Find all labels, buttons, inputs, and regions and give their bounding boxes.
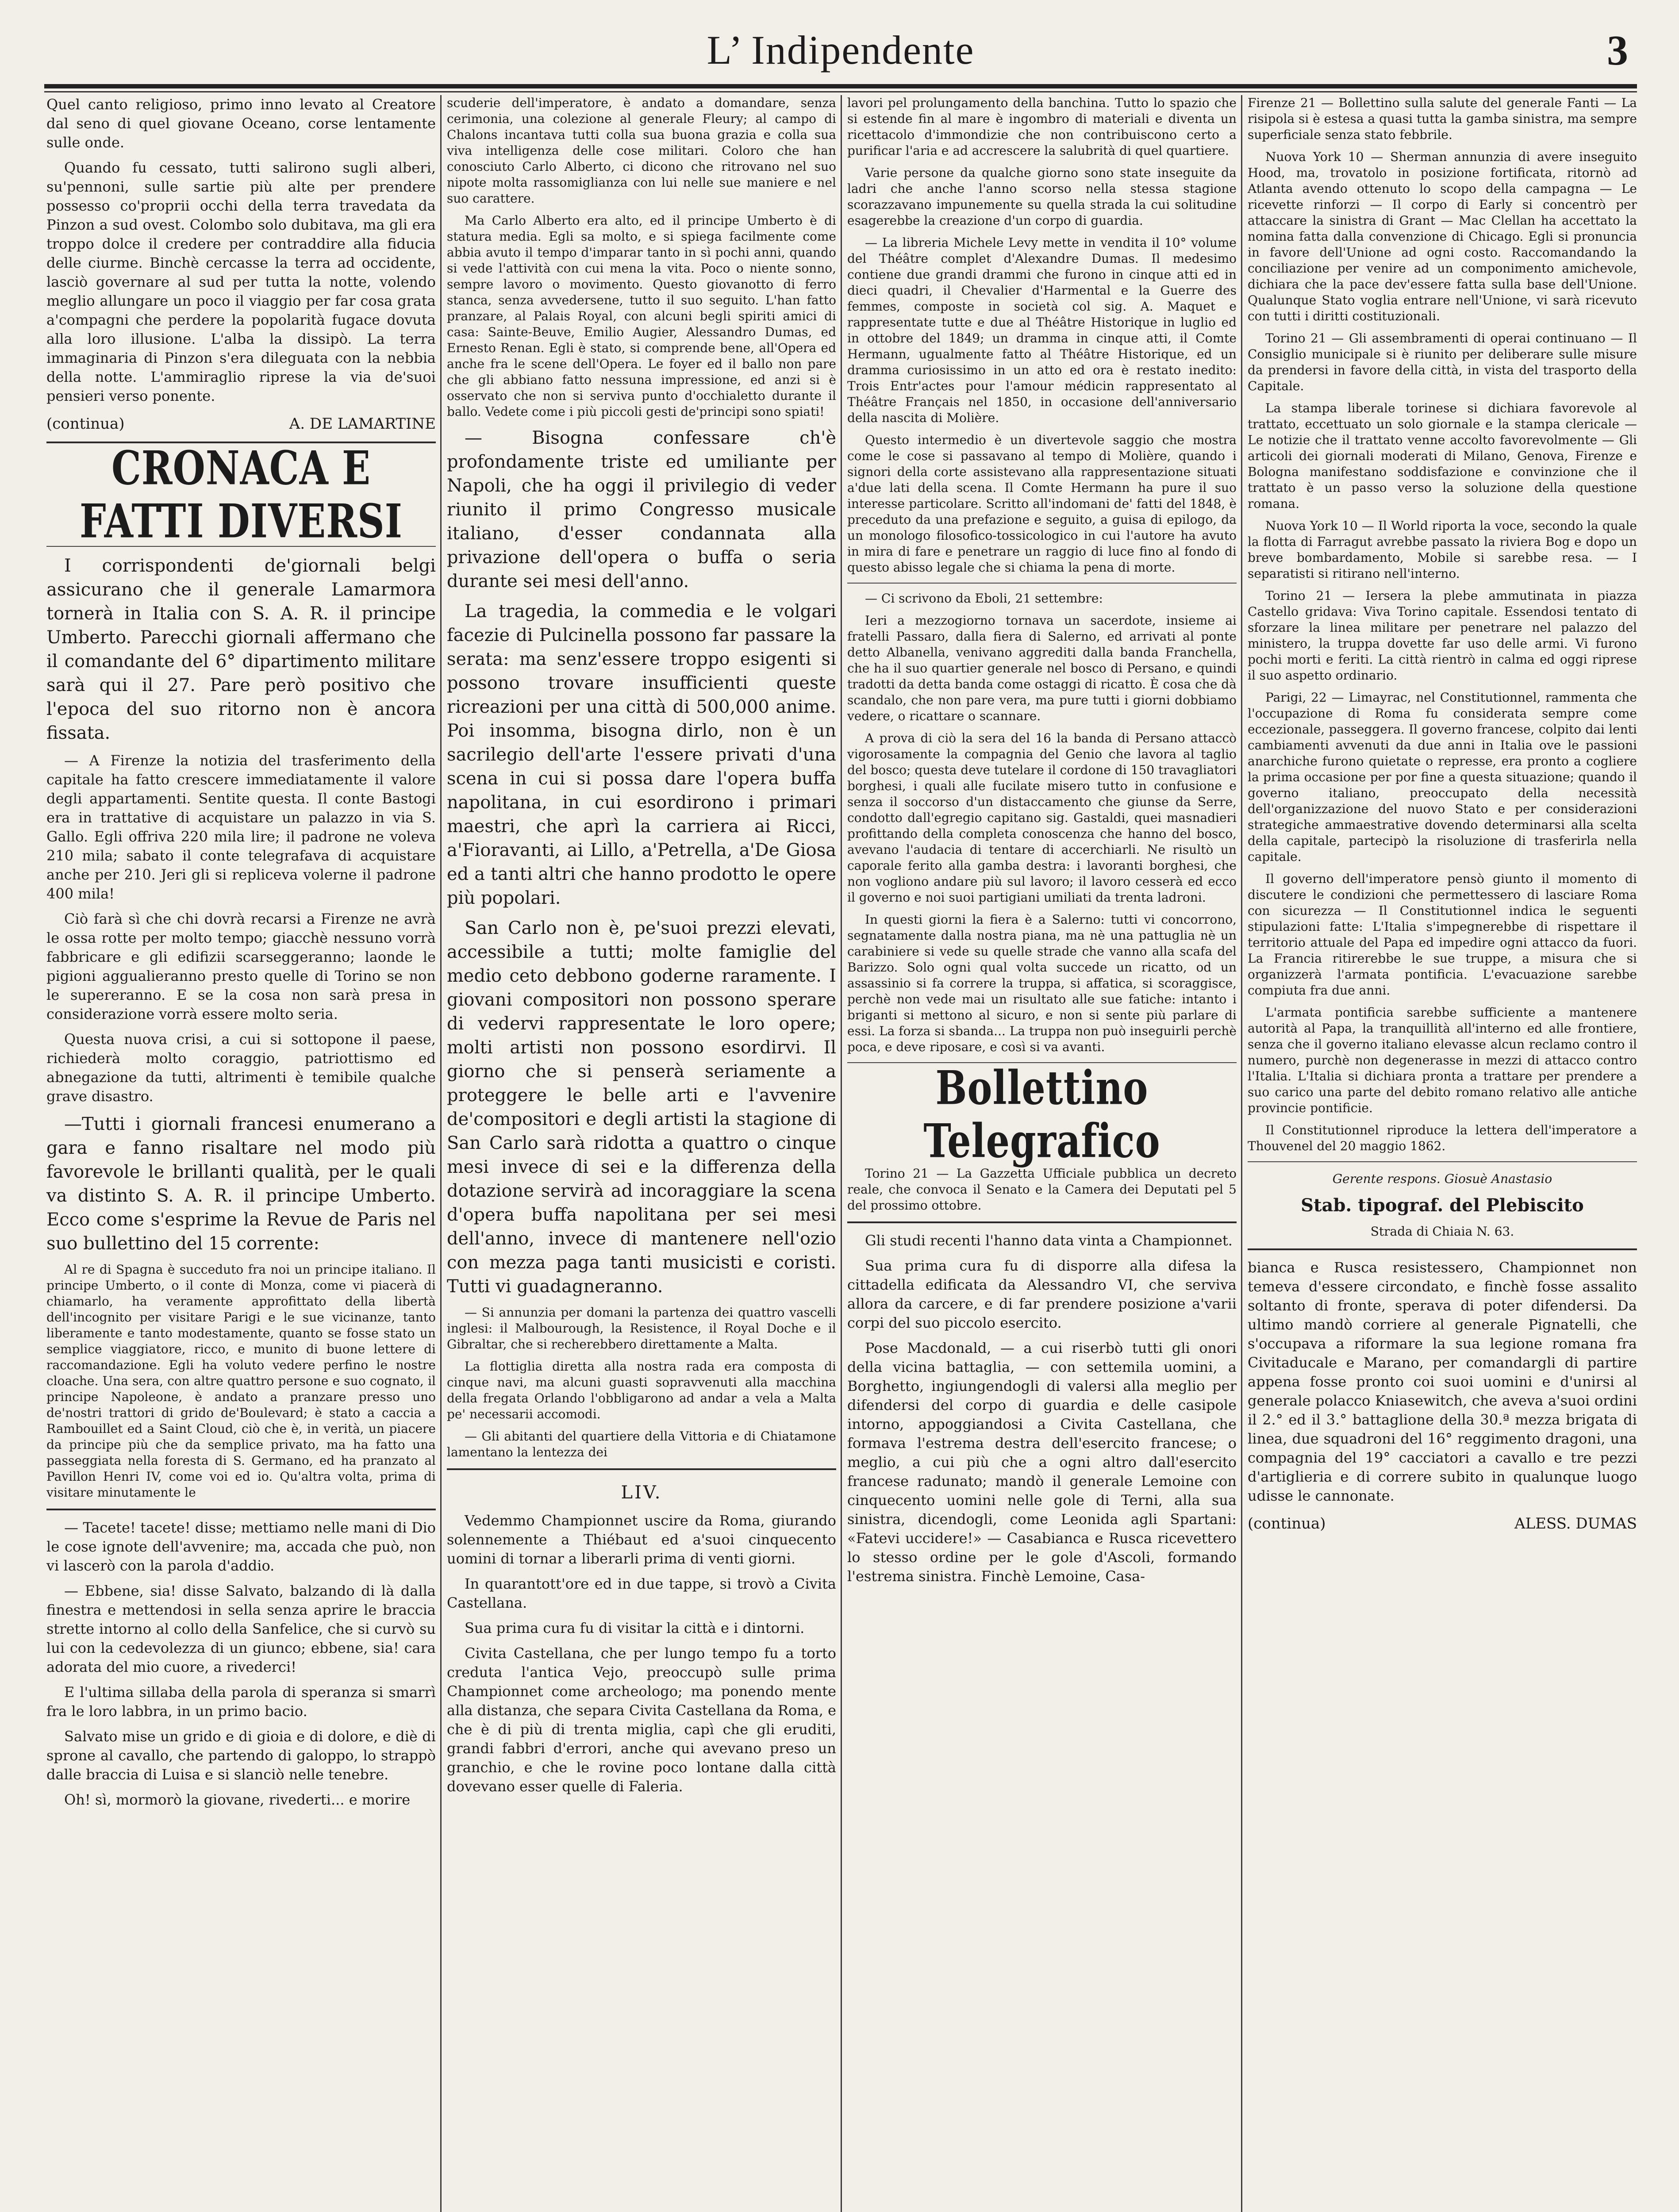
signature-line <box>1248 1514 1637 1533</box>
masthead <box>44 18 1637 93</box>
feuilleton-paragraph: Vedemmo Championnet uscire da Roma, giurando solennemente a Thiébaut ed a'suoi cinquecento uomini di tornar a liberarli prima di venti giorni. <box>447 1512 836 1567</box>
author-name: ALESS. DUMAS <box>1514 1515 1637 1532</box>
telegraph-item: La stampa liberale torinese si dichiara favorevole al trattato, eccettuato un solo giornale e la stampa clericale — Le notizie che il trattato venne accolto favorevolmente — Gli articoli dei giornali moderati di Milano, Genova, Firenze e Bologna manifestano soddisfazione e convinzione che il trattato è un passo verso la soluzione della questione romana. <box>1248 401 1637 511</box>
telegraph-item: Il governo dell'imperatore pensò giunto il momento di discutere le condizioni che permettessero di lasciare Roma con sicurezza — Il Constitutionnel indica le seguenti stipulazioni fatte: L'Italia s'impegnerebbe di rispettare il territorio attuale del Papa ed impedire ogni attacco da fuori. La Francia ritirerebbe le sue truppe, a misura che si organizzerà l'armata pontificia. L'evacuazione sarebbe compiuta fra due anni. <box>1248 872 1637 998</box>
author-name: A. DE LAMARTINE <box>289 415 436 433</box>
feuilleton-paragraph: Pose Macdonald, — a cui riserbò tutti gli onori della vicina battaglia, — con settemila uomini, a Borghetto, ingiungendogli di valersi alla meglio per difendersi del corpo di guardia e delle casipole intorno, appoggiandosi a Civita Castellana, che formava l'estrema destra dell'esercito francese; o meglio, a cui più che a ogni altro dall'esercito francese radunato; mandò il generale Lemoine con cinquecento uomini nelle gole di Terni, alla sua sinistra, dicendogli, come Leonida agli Spartani: «Fatevi uccidere!» — Casabianca e Rusca ricevettero lo stesso ordine per le gole d'Ascoli, formando l'estrema sinistra. Finchè Lemoine, Casa- <box>847 1340 1237 1585</box>
feuilleton-rule <box>46 1509 436 1510</box>
column-divider <box>841 95 842 2212</box>
continua-note: (continua) <box>46 415 125 433</box>
feuilleton-paragraph: Salvato mise un grido e di gioia e di dolore, e diè di sprone al cavallo, che partendo di galoppo, lo strappò dalle braccia di Luisa e si slanciò nelle tenebre. <box>46 1728 436 1783</box>
news-paragraph: In questi giorni la fiera è a Salerno: tutti vi concorrono, segnatamente dalla nostra piana, ma nè una pattuglia nè un carabiniere si vede su quelle strade che vanno alla scafa del Barizzo. Solo ogni qual volta succede un ricatto, od un assassinio si fa correre la truppa, si affatica, si scoraggisce, perchè non vede mai un risultato alle sue fatiche: intanto i briganti si mettono al sicuro, e non si sente più parlare di essi. La forza si sbanda... La truppa non può inseguirli perchè poca, e deve riposare, e così si va avanti. <box>847 912 1237 1054</box>
telegraph-heading: Bollettino Telegrafico <box>923 1060 1160 1168</box>
telegraph-item: Torino 21 — Iersera la plebe ammutinata in piazza Castello gridava: Viva Torino capitale. Essendosi tentato di sforzare la linea militare per penetrare nel palazzo del ministero, la truppa dovette far uso delle armi. Vi furono pochi morti e feriti. La città rientrò in calma ed oggi riprese il suo aspetto ordinario. <box>1248 588 1637 683</box>
telegraph-item: Parigi, 22 — Limayrac, nel Constitutionnel, rammenta che l'occupazione di Roma fu considerata sempre come eccezionale, passeggera. Il governo francese, colpito dai lenti cambiamenti avvenuti da due anni in Italia ove le passioni anarchiche furono quietate o represse, era pronto a cogliere la prima occasione per por fine a questa situazione; quando il governo italiano, preoccupato della necessità dell'organizzazione del nuovo Stato e per considerazioni strategiche ammaestrative dovendo determinarsi alla scelta della capitale, partecipò la risoluzione di trasferirla nella capitale. <box>1248 690 1637 864</box>
column-divider <box>1241 95 1242 2212</box>
section-heading: CRONACA E FATTI DIVERSI <box>80 440 403 549</box>
printer-address: Strada di Chiaia N. 63. <box>1370 1224 1514 1239</box>
column-4 <box>1248 95 1637 1538</box>
telegraph-item: L'armata pontificia sarebbe sufficiente a mantenere autorità al Papa, la tranquillità all'interno ed alle frontiere, senza che il governo italiano elevasse alcun reclamo contro il numero, purchè non degenerasse in mezzi di attacco contro l'Italia. L'Italia si dichiara pronta a trattare per prendere a suo carico una parte del debito romano relativo alle antiche provincie pontificie. <box>1248 1005 1637 1115</box>
news-paragraph: Ieri a mezzogiorno tornava un sacerdote, insieme ai fratelli Passaro, dalla fiera di Salerno, ed arrivati al ponte detto Albanella, venivano aggrediti dalla banda Franchella, che ha il suo quartier generale nel bosco di Persano, e quindi tradotti da detta banda come ostaggi di ricatto. È cosa che dà scandalo, che non pare vera, ma pure tutti i giorni dobbiamo vedere, o ricattare o scannare. <box>847 613 1237 723</box>
feuilleton-paragraph: Quel canto religioso, primo inno levato al Creatore dal seno di quel giovane Oceano, corse lentamente sulle onde. <box>46 96 436 151</box>
imprint-rule <box>1248 1161 1637 1162</box>
news-paragraph: A prova di ciò la sera del 16 la banda di Persano attaccò vigorosamente la compagnia del Genio che lavora al taglio del bosco; questa deve tutelare il cordone di 150 travagliatori borghesi, i quali alle fucilate misero tutto in confusione e senza il soccorso d'un distaccamento che giunse da Serre, condotto dall'egregio capitano sig. Gastaldi, quei masnadieri profittando della completa conoscenza che hanno del bosco, avevano l'audacia di tentare di accerchiarli. Ne risultò un caporale ferito alla gamba destra: i lavoranti borghesi, che non vogliono andare più sul lavoro; il lavoro cesserà ed ecco il governo e noi suoi partigiani umiliati da trenta ladroni. <box>847 731 1237 905</box>
news-paragraph: I corrispondenti de'giornali belgi assicurano che il generale Lamarmora tornerà in Italia con S. A. R. il principe Umberto. Parecchi giornali affermano che il comandante del 6° dipartimento militare sarà qui il 27. Pare però positivo che l'epoca del suo ritorno non è ancora fissata. <box>46 556 436 743</box>
feuilleton-paragraph: Oh! sì, mormorò la giovane, rivederti... e morire <box>64 1791 411 1808</box>
news-paragraph: Ma Carlo Alberto era alto, ed il principe Umberto è di statura media. Egli sa molto, e si spiega facilmente come abbia avuto il tempo d'imparar tanto in sì pochi anni, quando si vede l'attività con cui mena la vita. Poco o niente sonno, sempre lavoro o movimento. Questo giovanotto di ferro stanca, senza avvedersene, tutto il suo seguito. L'han fatto pranzare, al Palais Royal, con alcuni begli spiriti amici di casa: Sainte-Beuve, Emilio Augier, Alessandro Dumas, ed Ernesto Renan. Egli è stato, si comprende bene, all'Opera ed anche fra le scene dell'Opera. Le foyer ed il ballo non pare che gli abbiano fatto nessuna impressione, ed anzi si è osservato che non si serviva punto d'occhialetto durante il ballo. Vedete come i più piccoli gesti de'principi sono spiati! <box>447 213 836 419</box>
feuilleton-paragraph: Quando fu cessato, tutti salirono sugli alberi, su'pennoni, sulle sartie più alte per prendere possesso co'proprii occhi della terra travedata da Pinzon a sud ovest. Colombo solo dubitava, ma gli era troppo dolce il credere per contraddire alla fiducia delle ciurme. Binchè cercasse la terra ad occidente, lasciò governare al sud per tutta la notte, volendo meglio allungare un poco il viaggio per far cosa grata a'compagni che perdere la popolarità fugace dovuta alla loro illusione. L'alba la dissipò. La terra immaginaria di Pinzon s'era dileguata con la nebbia della notte. L'ammiraglio riprese la via de'suoi pensieri verso ponente. <box>46 159 436 404</box>
news-paragraph: San Carlo non è, pe'suoi prezzi elevati, accessibile a tutti; molte famiglie del medio ceto debbono goderne raramente. I giovani compositori non possono sperare di vedervi rappresentate le loro opere; molti artisti non possono esordirvi. Il giorno che si penserà seriamente a proteggere le belle arti e l'avvenire de'compositori e degli artisti la stagione di San Carlo sarà ridotta a quattro o cinque mesi invece di sei e la differenza della dotazione servirà ad incoraggiare la scena d'opera buffa napolitana per sei mesi dell'anno, invece di mantenere nell'ozio con mezza paga tanti musicisti e coristi. Tutti vi guadagneranno. <box>447 918 836 1297</box>
feuilleton-rule <box>1248 1248 1637 1250</box>
news-paragraph: scuderie dell'imperatore, è andato a domandare, senza cerimonia, una colezione al generale Fleury; al campo di Chalons incantava tutti colla sua buona grazia e colla sua viva intelligenza delle cose militari. Coloro che han conosciuto Carlo Alberto, ci dicono che ritrovano nel suo nipote molta rassomiglianza con lui nelle sue maniere e nel suo carattere. <box>447 96 836 206</box>
news-paragraph: — Ci scrivono da Eboli, 21 settembre: <box>865 591 1103 606</box>
column-divider <box>440 95 442 2212</box>
telegraph-item: Firenze 21 — Bollettino sulla salute del generale Fanti — La risipola si è estesa a quasi tutta la gamba sinistra, ma sempre superficiale senza stato febbrile. <box>1248 96 1637 142</box>
feuilleton-paragraph: — Ebbene, sia! disse Salvato, balzando di là dalla finestra e mettendosi in sella senza aprire le braccia strette intorno al collo della Sanfelice, che si curvò su lui con la cedevolezza di un giunco; ebbene, sia! cara adorata del mio cuore, a rivederci! <box>46 1582 436 1675</box>
feuilleton-rule <box>447 1468 836 1470</box>
news-quote: Al re di Spagna è succeduto fra noi un principe italiano. Il principe Umberto, o il conte di Monza, come vi piacerà di chiamarlo, ha veramente approfittato della libertà dell'incognito per visitare Parigi e le sue vicinanze, tanto liberamente e tanto modestamente, quanto se fosse stato un semplice viaggiatore, ricco, e munito di buone lettere di raccomandazione. Egli ha voluto vedere perfino le nostre cloache. Una sera, con altre quattro persone e suo cognato, il principe Napoleone, è andato a pranzare presso uno de'nostri trattori di grido de'Boulevard; è stato a caccia a Rambouillet ed a Saint Cloud, ciò che è, in verità, un piacere da principe più che da semplice privato, ma ha fatto una passeggiata nella foresta di S. Germano, ed ha pranzato al Pavillon Henri IV, come voi ed io. Qu'altra volta, prima di visitare minutamente le <box>46 1262 436 1500</box>
news-paragraph: Ciò farà sì che chi dovrà recarsi a Firenze ne avrà le ossa rotte per molto tempo; giacchè nessuno vorrà fabbricare e gli edifizii scarseggeranno; laonde le pigioni aggualieranno presto quelle di Torino se non le supereranno. E se la cosa non sarà presa in considerazione vorrà essere molto seria. <box>46 910 436 1022</box>
telegraph-item: Il Constitutionnel riproduce la lettera dell'imperatore a Thouvenel del 20 maggio 1862. <box>1248 1123 1637 1153</box>
feuilleton-rule <box>847 1221 1237 1223</box>
telegraph-item: Nuova York 10 — Il World riporta la voce, secondo la quale la flotta di Farragut avrebbe passato la riviera Bog e dopo un breve bombardamento, Mobile si sarebbe resa. — I separatisti si ritirano nell'interno. <box>1248 518 1637 581</box>
newspaper-title: L’ Indipendente <box>707 27 975 73</box>
telegraph-item: Torino 21 — Gli assembramenti di operai continuano — Il Consiglio municipale si è riunito per deliberare sulle misure da prendersi in favore della città, in vista del trasporto della Capitale. <box>1248 331 1637 393</box>
telegraph-item: Torino 21 — La Gazzetta Ufficiale pubblica un decreto reale, che convoca il Senato e la Camera dei Deputati pel 5 del prossimo ottobre. <box>847 1166 1237 1213</box>
column-1 <box>46 95 436 1816</box>
feuilleton-paragraph: — Tacete! tacete! disse; mettiamo nelle mani di Dio le cose ignote dell'avvenire; ma, accada che può, non vi lascerò con la parola d'addio. <box>46 1519 436 1574</box>
news-paragraph: — A Firenze la notizia del trasferimento della capitale ha fatto crescere immediatamente il valore degli appartamenti. Sentite questa. Il conte Bastogi era in trattative di acquistare un palazzo in via S. Gallo. Egli offriva 220 mila lire; il padrone ne voleva 210 mila; sabato il conte telegrafava di acquistare anche per 210. Jeri gli si repliceva volerne il padrone 400 mila! <box>46 752 436 902</box>
chapter-number: LIV. <box>621 1482 662 1503</box>
feuilleton-paragraph: In quarantott'ore ed in due tappe, si trovò a Civita Castellana. <box>447 1575 836 1611</box>
news-paragraph: Questa nuova crisi, a cui si sottopone il paese, richiederà molto coraggio, patriottismo ed abnegazione da tutti, altrimenti è temibile qualche grave disastro. <box>46 1031 436 1105</box>
column-3 <box>847 95 1237 1592</box>
feuilleton-paragraph: Gli studi recenti l'hanno data vinta a Championnet. <box>865 1232 1233 1249</box>
feuilleton-paragraph: Sua prima cura fu di disporre alla difesa la cittadella edificata da Alessandro VI, che serviva allora da carcere, e di far prendere posizione a'varii corpi del suo piccolo esercito. <box>847 1257 1237 1331</box>
masthead-rule-thin <box>44 91 1637 92</box>
masthead-rule <box>44 84 1637 88</box>
news-rule <box>847 583 1237 584</box>
signature-line <box>46 415 436 434</box>
column-2 <box>447 95 836 1802</box>
printer-name: Stab. tipograf. del Plebiscito <box>1301 1195 1584 1216</box>
news-paragraph: —Tutti i giornali francesi enumerano a gara e fanno risaltare nel modo più favorevole le brillanti qualità, per le quali va distinto S. A. R. il principe Umberto. Ecco come s'esprime la Revue de Paris nel suo bullettino del 15 corrente: <box>46 1114 436 1254</box>
news-paragraph: La tragedia, la commedia e le volgari facezie di Pulcinella possono far passare la serata: ma senz'essere troppo esigenti si possono trovare insufficienti queste ricreazioni per una città di 500,000 anime. Poi insomma, bisogna dirlo, non è un sacrilegio dell'arte l'essere privati d'una scena in cui si possa dare l'opera buffa napolitana, in cui esordirono i primari maestri, che aprì la carriera ai Ricci, a'Fioravanti, ai Lillo, a'Petrella, a'De Giosa ed a tanti altri che hanno prodotto le opere più popolari. <box>447 601 836 908</box>
news-paragraph: Varie persone da qualche giorno sono state inseguite da ladri che anche l'anno scorso nella stessa stagione scorazzavano impunemente su quella strada la cui solitudine esagerebbe la creazione d'un corpo di guardia. <box>847 165 1237 228</box>
news-paragraph: lavori pel prolungamento della banchina. Tutto lo spazio che si estende fin al mare è ingombro di materiali e diventa un ricettacolo d'immondizie che non contribuiscono certo a purificar l'aria e ad accrescere la salubrità di quel quartiere. <box>847 96 1237 158</box>
news-paragraph: — Bisogna confessare ch'è profondamente triste ed umiliante per Napoli, che ha oggi il privilegio di veder riunito il primo Congresso musicale italiano, d'esser condannata alla privazione dell'opera o buffa o seria durante sei mesi dell'anno. <box>447 428 836 591</box>
feuilleton-paragraph: Civita Castellana, che per lungo tempo fu a torto creduta l'antica Vejo, preoccupò sulle prima Championnet come archeologo; ma ponendo mente alla distanza, che separa Civita Castellana da Roma, e che è di più di trenta miglia, capì che gli eruditi, grandi fabbri d'errori, anche qui avevano preso un granchio, e che le rovine poco lontane dalla città dovevano esser quelle di Faleria. <box>447 1645 836 1795</box>
telegraph-item: Nuova York 10 — Sherman annunzia di avere inseguito Hood, ma, trovatolo in posizione fortificata, ritornò ad Atlanta avendo ottenuto lo scopo della campagna — Le ricevette rinforzi — Il corpo di Early si concentrò per attaccare la sinistra di Grant — Mac Clellan ha accettato la nomina fatta dalla convenzione di Chicago. Egli si pronuncia in favore dell'Unione ad ogni costo. Raccomandando la conciliazione per venire ad un componimento amichevole, dichiara che la pace dev'essere fatta sulla base dell'Unione. Qualunque Stato voglia entrare nell'Unione, vi sarà ricevuto con tutti i diritti costituzionali. <box>1248 150 1637 323</box>
news-paragraph: Questo intermedio è un divertevole saggio che mostra come le cose si passavano al tempo di Molière, quando i signori della corte assistevano alla rappresentazione situati a'due lati della scena. Il Comte Hermann ha pure il suo interesse particolare. Scritto all'indomani de' fatti del 1848, è preceduto da una prefazione e seguito, a guisa di epilogo, da un monologo filosofico-tossicologico in cui l'autore ha avuto in mira di fare e penetrare un raggio di luce fino al fondo di questo abisso legale che si chiama la pena di morte. <box>847 433 1237 575</box>
feuilleton-paragraph: E l'ultima sillaba della parola di speranza si smarrì fra le loro labbra, in un primo bacio. <box>46 1684 436 1720</box>
news-paragraph: La flottiglia diretta alla nostra rada era composta di cinque navi, ma alcuni guasti sopravvenuti alla macchina della fregata Orlando l'obbligarono ad andar a vela a Malta pe' necessarii accomodi. <box>447 1359 836 1421</box>
feuilleton-paragraph: Sua prima cura fu di visitar la città e i dintorni. <box>465 1620 805 1636</box>
news-paragraph: — Gli abitanti del quartiere della Vittoria e di Chiatamone lamentano la lentezza dei <box>447 1429 836 1459</box>
page-number: 3 <box>1607 27 1628 74</box>
gerente-line: Gerente respons. Giosuè Anastasio <box>1332 1171 1552 1186</box>
continua-note: (continua) <box>1248 1515 1326 1532</box>
news-paragraph: — Si annunzia per domani la partenza dei quattro vascelli inglesi: il Malbourough, la Resistence, il Royal Doche e il Gibraltar, che si recherebbero direttamente a Malta. <box>447 1305 836 1352</box>
news-paragraph: — La libreria Michele Levy mette in vendita il 10° volume del Théâtre complet d'Alexandre Dumas. Il medesimo contiene due grandi drammi che furono in cinque atti ed in dieci quadri, il Chevalier d'Harmental e la Guerre des femmes, composte in società col sig. A. Maquet e rappresentate tutte e due al Théâtre Historique in luglio ed in ottobre del 1849; un dramma in cinque atti, il Comte Hermann, ugualmente fatto al Théâtre Historique, ed un dramma curiosissimo in un atto ed ora è restato inedito: Trois Entr'actes pour l'amour médicin rappresentato al Théâtre Français nel 1850, in occasione dell'anniversario della nascita di Molière. <box>847 235 1237 425</box>
feuilleton-paragraph: bianca e Rusca resistessero, Championnet non temeva d'essere circondato, e finchè fosse assalito soltanto di fronte, sperava di poter difendersi. Da ultimo mandò corriere al generale Pignatelli, che s'occupava a riformare la sua legione romana fra Civitaducale e Marano, per comandargli di partire appena fosse pronto coi suoi uomini e d'unirsi al generale polacco Kniasewitch, che aveva a'suoi ordini il 2.° ed il 3.° battaglione della 30.ª mezza brigata di linea, due squadroni del 16° reggimento dragoni, una compagnia del 19° cacciatori a cavallo e tre pezzi d'artiglieria e di correre subito in qualunque luogo udisse le cannonate. <box>1248 1259 1637 1504</box>
